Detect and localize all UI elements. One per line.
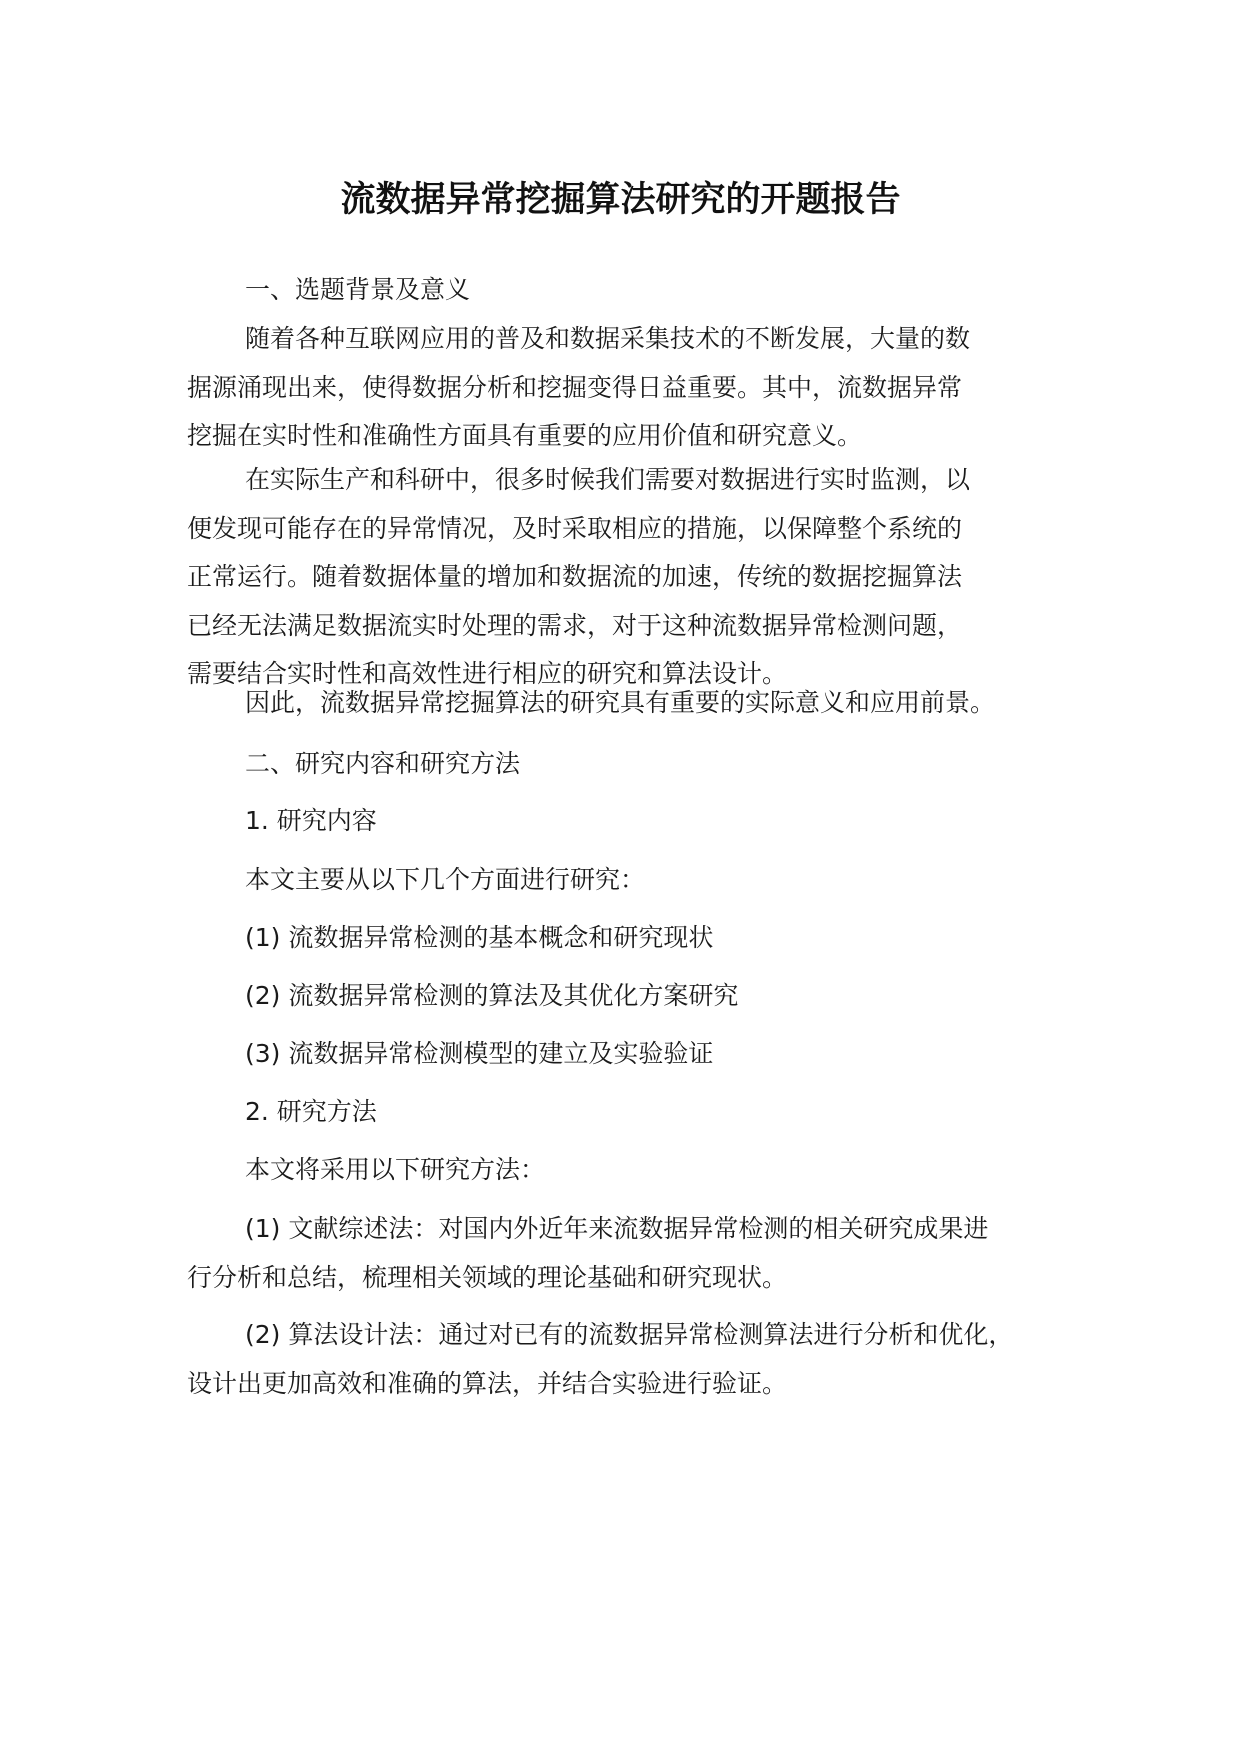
paragraph-line: (3) 流数据异常检测模型的建立及实验验证 bbox=[245, 1039, 714, 1068]
paragraph-line: 本文将采用以下研究方法： bbox=[245, 1155, 546, 1184]
paragraph-line: 随着各种互联网应用的普及和数据采集技术的不断发展，大量的数 bbox=[245, 324, 971, 353]
paragraph-line: 1. 研究内容 bbox=[245, 806, 377, 835]
paragraph-line: 据源涌现出来，使得数据分析和挖掘变得日益重要。其中，流数据异常 bbox=[187, 372, 963, 402]
paragraph-line: (1) 文献综述法：对国内外近年来流数据异常检测的相关研究成果进 bbox=[245, 1214, 989, 1243]
paragraph-line: (2) 算法设计法：通过对已有的流数据异常检测算法进行分析和优化， bbox=[245, 1320, 1014, 1349]
paragraph-line: 已经无法满足数据流实时处理的需求，对于这种流数据异常检测问题， bbox=[187, 610, 963, 640]
paragraph-line: 便发现可能存在的异常情况，及时采取相应的措施，以保障整个系统的 bbox=[187, 513, 963, 543]
paragraph-line: 因此，流数据异常挖掘算法的研究具有重要的实际意义和应用前景。 bbox=[245, 688, 996, 717]
paragraph-line: 本文主要从以下几个方面进行研究： bbox=[245, 865, 646, 894]
paragraph-line: 需要结合实时性和高效性进行相应的研究和算法设计。 bbox=[187, 659, 788, 688]
paragraph-line: 在实际生产和科研中，很多时候我们需要对数据进行实时监测，以 bbox=[245, 465, 971, 494]
paragraph-line: 2. 研究方法 bbox=[245, 1097, 377, 1126]
paragraph-line: 正常运行。随着数据体量的增加和数据流的加速，传统的数据挖掘算法 bbox=[187, 562, 963, 591]
list-item-content-3 bbox=[187, 1030, 1067, 1079]
paragraph-line: 挖掘在实时性和准确性方面具有重要的应用价值和研究意义。 bbox=[187, 421, 863, 450]
section-heading-content-methods bbox=[187, 740, 1067, 789]
paragraph-content-intro bbox=[187, 856, 1067, 905]
list-item-method-2 bbox=[187, 1311, 1067, 1408]
list-item-method-1 bbox=[187, 1205, 1067, 1302]
section-heading-background bbox=[187, 266, 1067, 315]
paragraph-background-1 bbox=[187, 315, 1067, 461]
paragraph-line: (2) 流数据异常检测的算法及其优化方案研究 bbox=[245, 981, 739, 1010]
paragraph-line: 行分析和总结，梳理相关领域的理论基础和研究现状。 bbox=[187, 1262, 788, 1292]
document-title: 流数据异常挖掘算法研究的开题报告 bbox=[340, 180, 901, 220]
list-item-content-2 bbox=[187, 972, 1067, 1021]
subheading-research-methods bbox=[187, 1088, 1067, 1137]
paragraph-background-2 bbox=[187, 456, 1067, 699]
paragraph-line: (1) 流数据异常检测的基本概念和研究现状 bbox=[245, 923, 714, 952]
paragraph-line: 一、选题背景及意义 bbox=[245, 275, 471, 304]
paragraph-methods-intro bbox=[187, 1146, 1067, 1195]
subheading-research-content bbox=[187, 797, 1067, 846]
paragraph-line: 设计出更加高效和准确的算法，并结合实验进行验证。 bbox=[187, 1368, 788, 1398]
paragraph-line: 二、研究内容和研究方法 bbox=[245, 749, 521, 778]
list-item-content-1 bbox=[187, 914, 1067, 963]
paragraph-background-3 bbox=[187, 679, 1067, 728]
